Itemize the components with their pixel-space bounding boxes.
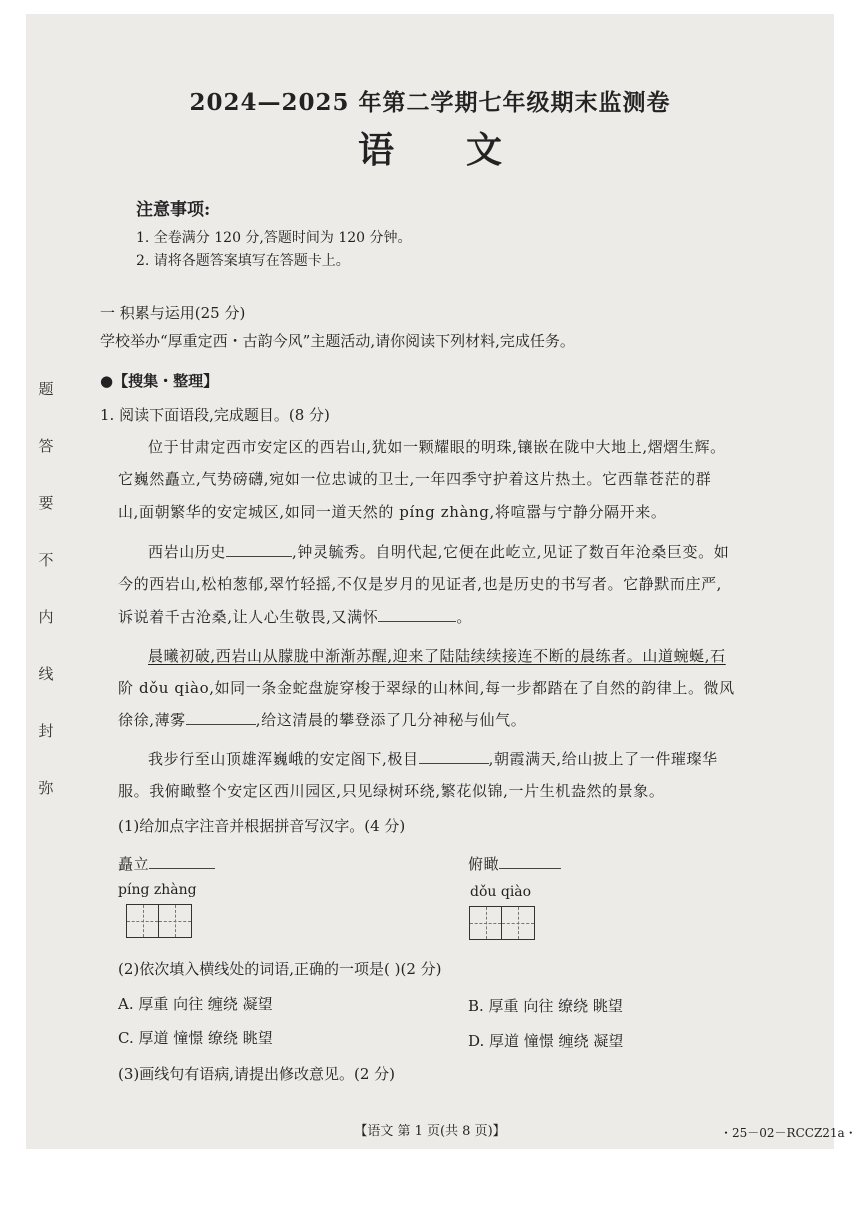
binding-line bbox=[28, 378, 64, 798]
word-2 bbox=[468, 853, 561, 874]
notes-heading: 注意事项: bbox=[136, 200, 211, 220]
option-c: C. 厚道 憧憬 缭绕 眺望 bbox=[118, 1029, 273, 1047]
passage-text: 。 bbox=[456, 608, 472, 626]
passage-text: 徐徐,薄雾 bbox=[118, 711, 186, 729]
grid-cell[interactable] bbox=[502, 907, 534, 939]
task-label: ●【搜集・整理】 bbox=[100, 372, 219, 390]
passage-text: ,钟灵毓秀。自明代起,它便在此屹立,见证了数百年沧桑巨变。如 bbox=[292, 543, 730, 561]
pinyin-1: píng zhàng bbox=[118, 882, 197, 898]
answer-blank[interactable] bbox=[499, 854, 561, 869]
binding-char: 弥 bbox=[38, 779, 54, 797]
page-footer: 【语文 第 1 页(共 8 页)】 bbox=[354, 1124, 506, 1139]
grid-cell[interactable] bbox=[470, 907, 502, 939]
passage-line: 服。我俯瞰整个安定区西川园区,只见绿树环绕,繁花似锦,一片生机盎然的景象。 bbox=[118, 782, 665, 800]
fill-blank[interactable] bbox=[226, 542, 292, 557]
answer-blank[interactable] bbox=[149, 854, 215, 869]
passage-text: ,朝霞满天,给山披上了一件璀璨华 bbox=[488, 750, 718, 768]
exam-code: ・25－02－RCCZ21a・ bbox=[720, 1126, 857, 1140]
passage-line: 它巍然矗立,气势磅礴,宛如一位忠诚的卫士,一年四季守护着这片热土。它西靠苍茫的群 bbox=[118, 470, 712, 488]
passage-line: 今的西岩山,松柏葱郁,翠竹轻摇,不仅是岁月的见证者,也是历史的书写者。它静默而庄严, bbox=[118, 575, 723, 593]
underlined-sentence: 晨曦初破,西岩山从朦胧中渐渐苏醒,迎来了陆陆续续接连不断的晨练者。山道蜿蜒,石 bbox=[148, 647, 726, 665]
subquestion-2: (2)依次填入横线处的词语,正确的一项是( )(2 分) bbox=[118, 960, 442, 978]
passage-text: 我步行至山顶雄浑巍峨的安定阁下,极目 bbox=[148, 750, 419, 768]
binding-char: 答 bbox=[38, 437, 54, 455]
question-1: 1. 阅读下面语段,完成题目。(8 分) bbox=[100, 406, 330, 424]
binding-char: 要 bbox=[38, 494, 54, 512]
passage-line bbox=[148, 748, 718, 769]
subquestion-1: (1)给加点字注音并根据拼音写汉字。(4 分) bbox=[118, 817, 406, 835]
note-item: 1. 全卷满分 120 分,答题时间为 120 分钟。 bbox=[136, 230, 412, 246]
passage-line bbox=[118, 606, 472, 627]
option-b: B. 厚重 向往 缭绕 眺望 bbox=[468, 997, 623, 1015]
fill-blank[interactable] bbox=[419, 749, 489, 764]
passage-text: ,给这清晨的攀登添了几分神秘与仙气。 bbox=[255, 711, 527, 729]
binding-char: 封 bbox=[38, 722, 54, 740]
exam-title: 2024—2025 年第二学期七年级期末监测卷 bbox=[189, 89, 671, 116]
passage-line: 阶 dǒu qiào,如同一条金蛇盘旋穿梭于翠绿的山林间,每一步都踏在了自然的韵律上。微风 bbox=[118, 679, 735, 697]
subject-title: 语文 bbox=[357, 129, 574, 171]
word-2-text: 俯瞰 bbox=[468, 855, 500, 873]
section-intro: 学校举办“厚重定西・古韵今风”主题活动,请你阅读下列材料,完成任务。 bbox=[100, 332, 575, 350]
binding-char: 不 bbox=[38, 551, 54, 569]
fill-blank[interactable] bbox=[378, 607, 456, 622]
option-a: A. 厚重 向往 缠绕 凝望 bbox=[118, 995, 273, 1013]
word-1 bbox=[118, 853, 215, 874]
passage-line bbox=[148, 541, 729, 562]
note-item: 2. 请将各题答案填写在答题卡上。 bbox=[136, 253, 350, 269]
writing-grid-1[interactable] bbox=[126, 904, 192, 938]
grid-cell[interactable] bbox=[159, 905, 191, 937]
writing-grid-2[interactable] bbox=[469, 906, 535, 940]
word-1-text: 矗立 bbox=[118, 855, 150, 873]
binding-char: 内 bbox=[38, 608, 54, 626]
passage-text: 西岩山历史 bbox=[148, 543, 227, 561]
subquestion-3: (3)画线句有语病,请提出修改意见。(2 分) bbox=[118, 1065, 396, 1083]
passage-line: 山,面朝繁华的安定城区,如同一道天然的 píng zhàng,将喧嚣与宁静分隔开来。 bbox=[118, 503, 667, 521]
passage-text: 诉说着千古沧桑,让人心生敬畏,又满怀 bbox=[118, 608, 379, 626]
binding-char: 题 bbox=[38, 380, 54, 398]
grid-cell[interactable] bbox=[127, 905, 159, 937]
binding-char: 线 bbox=[38, 665, 54, 683]
option-d: D. 厚道 憧憬 缠绕 凝望 bbox=[468, 1032, 624, 1050]
pinyin-2: dǒu qiào bbox=[470, 884, 532, 900]
fill-blank[interactable] bbox=[186, 710, 256, 725]
passage-line: 位于甘肃定西市安定区的西岩山,犹如一颗耀眼的明珠,镶嵌在陇中大地上,熠熠生辉。 bbox=[148, 438, 726, 456]
section-heading: 一 积累与运用(25 分) bbox=[100, 304, 246, 322]
passage-line bbox=[118, 709, 526, 730]
bottom-margin bbox=[0, 1150, 860, 1217]
